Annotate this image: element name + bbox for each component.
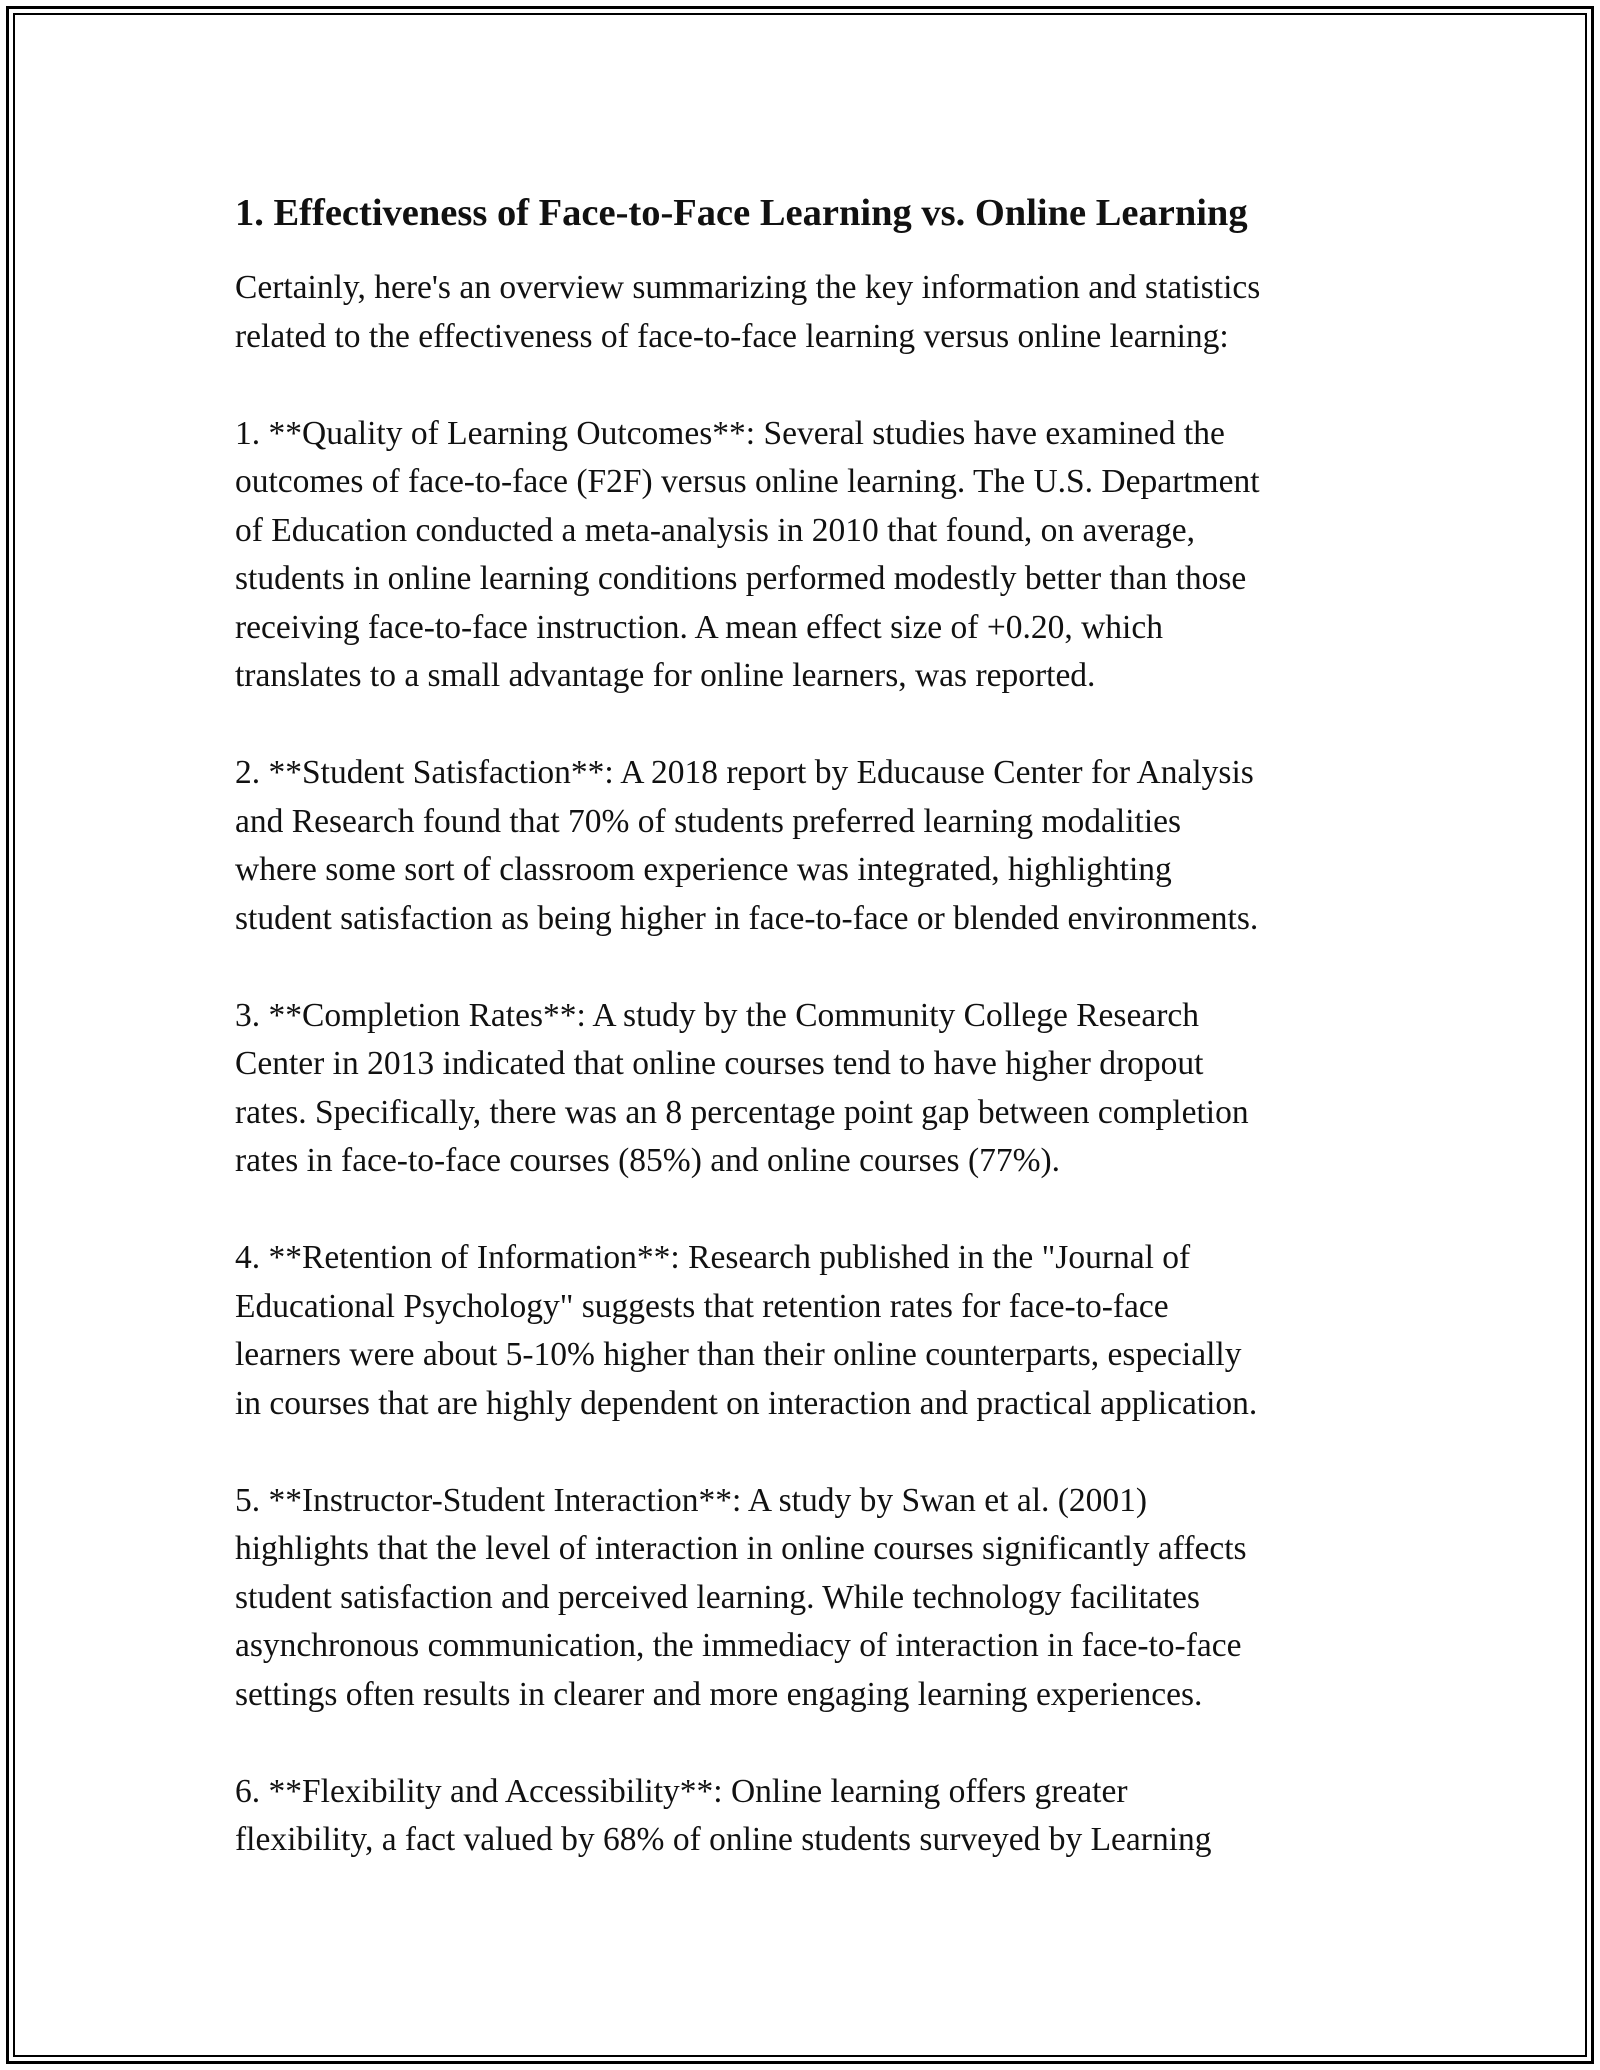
paragraph-line: translates to a small advantage for online learners, was reported. [235, 657, 1096, 694]
document-title: 1. Effectiveness of Face-to-Face Learning vs. Online Learning [235, 192, 1248, 234]
intro-line: related to the effectiveness of face-to-face learning versus online learning: [235, 317, 1229, 355]
paragraph-line: where some sort of classroom experience was integrated, highlighting [235, 851, 1172, 888]
paragraph-line: asynchronous communication, the immediacy of interaction in face-to-face [235, 1627, 1242, 1664]
paragraph-line: highlights that the level of interaction in online courses significantly affects [235, 1530, 1247, 1567]
list-item-student-satisfaction [235, 749, 1385, 943]
paragraph-line: Educational Psychology" suggests that retention rates for face-to-face [235, 1287, 1169, 1325]
paragraph-line: 3. **Completion Rates**: A study by the Community College Research [235, 996, 1199, 1034]
paragraph-line: 1. **Quality of Learning Outcomes**: Several studies have examined the [235, 414, 1225, 452]
list-item-instructor-student-interaction [235, 1477, 1385, 1720]
paragraph-line: student satisfaction as being higher in face-to-face or blended environments. [235, 899, 1259, 937]
paragraph-line: rates. Specifically, there was an 8 percentage point gap between completion [235, 1093, 1249, 1131]
paragraph-line: flexibility, a fact valued by 68% of online students surveyed by Learning [235, 1821, 1212, 1858]
paragraph-line: 4. **Retention of Information**: Research published in the "Journal of [235, 1239, 1191, 1276]
paragraph-line: rates in face-to-face courses (85%) and online courses (77%). [235, 1142, 1061, 1179]
list-item-retention-of-information [235, 1234, 1385, 1428]
intro-paragraph [235, 264, 1385, 361]
list-item-quality-of-learning-outcomes [235, 410, 1385, 701]
paragraph-line: Center in 2013 indicated that online courses tend to have higher dropout [235, 1045, 1204, 1082]
paragraph-line: 6. **Flexibility and Accessibility**: Online learning offers greater [235, 1772, 1128, 1810]
intro-line: Certainly, here's an overview summarizing the key information and statistics [235, 269, 1261, 306]
paragraph-line: settings often results in clearer and more engaging learning experiences. [235, 1675, 1203, 1713]
document-body [235, 188, 1385, 1865]
paragraph-line: receiving face-to-face instruction. A mean effect size of +0.20, which [235, 608, 1163, 646]
list-item-flexibility-and-accessibility [235, 1768, 1385, 1865]
paragraph-line: outcomes of face-to-face (F2F) versus online learning. The U.S. Department [235, 463, 1260, 500]
paragraph-line: in courses that are highly dependent on interaction and practical application. [235, 1384, 1258, 1422]
list-item-completion-rates [235, 992, 1385, 1186]
paragraph-line: students in online learning conditions performed modestly better than those [235, 560, 1247, 597]
paragraph-line: and Research found that 70% of students preferred learning modalities [235, 802, 1182, 840]
paragraph-line: of Education conducted a meta-analysis in 2010 that found, on average, [235, 511, 1196, 549]
paragraph-line: 2. **Student Satisfaction**: A 2018 report by Educause Center for Analysis [235, 754, 1254, 791]
paragraph-line: learners were about 5-10% higher than their online counterparts, especially [235, 1336, 1242, 1373]
paragraph-line: 5. **Instructor-Student Interaction**: A study by Swan et al. (2001) [235, 1481, 1148, 1519]
paragraph-line: student satisfaction and perceived learning. While technology facilitates [235, 1578, 1200, 1616]
